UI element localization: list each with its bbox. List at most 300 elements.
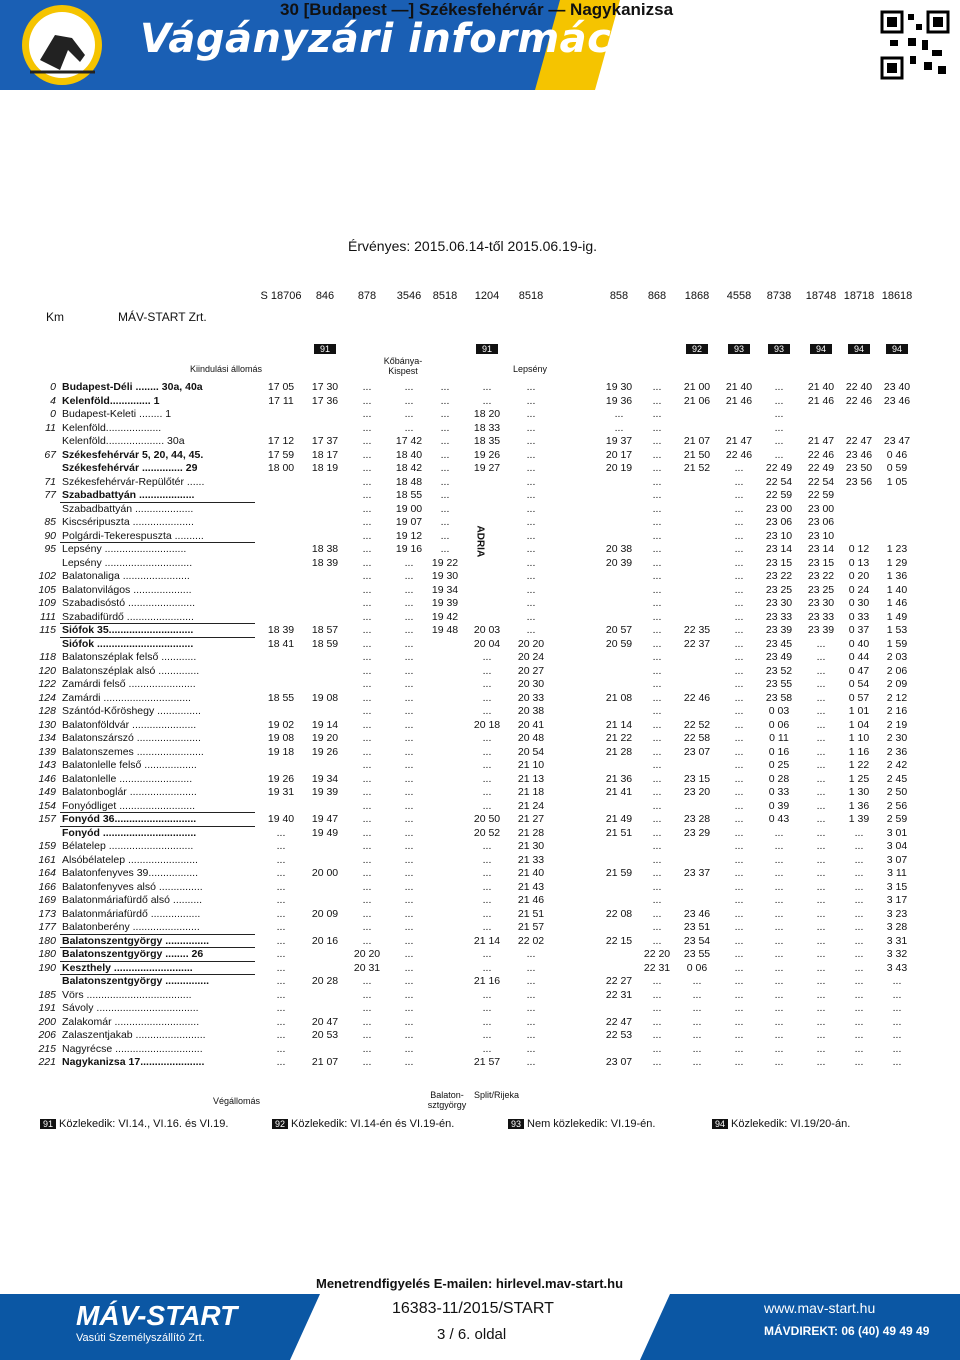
- time-cell: ...: [816, 732, 826, 744]
- time-cell: 3 11: [887, 867, 907, 879]
- time-cell: ...: [734, 1029, 744, 1041]
- time-cell: ...: [404, 664, 414, 677]
- time-cell: ...: [482, 394, 492, 407]
- time-cell: ...: [404, 921, 414, 933]
- time-cell: 3 01: [886, 826, 908, 839]
- time-cell: 0 47: [848, 664, 870, 677]
- station-name: Nagykanizsa 17......................: [62, 1056, 205, 1068]
- station-name: Fonyódliget ..........................: [62, 799, 196, 812]
- time-cell: ...: [404, 853, 414, 866]
- time-cell: ...: [816, 813, 826, 825]
- km-value: 173: [38, 907, 56, 920]
- time-cell: ...: [774, 826, 784, 839]
- time-cell: 20 20: [517, 637, 545, 650]
- table-row: [0, 1002, 960, 1014]
- time-cell: ...: [774, 1029, 784, 1041]
- time-cell: ...: [404, 637, 414, 650]
- time-cell: ...: [404, 1056, 414, 1068]
- footnote-94: 94 Közlekedik: VI.19/20-án.: [712, 1118, 850, 1130]
- time-cell: ...: [652, 867, 662, 879]
- time-cell: ...: [734, 799, 744, 812]
- time-cell: 20 19: [605, 462, 633, 474]
- km-value: 177: [38, 921, 56, 933]
- km-value: 139: [38, 745, 56, 758]
- station-name: Kelenföld.................... 30a: [62, 435, 185, 447]
- table-row: [0, 746, 960, 758]
- kobanya-note: Kőbánya-Kispest: [383, 356, 423, 376]
- time-cell: ...: [362, 853, 372, 866]
- time-cell: ...: [482, 880, 492, 893]
- station-name: Balatonaliga .......................: [62, 570, 190, 582]
- km-value: 124: [38, 691, 56, 704]
- km-value: 11: [45, 421, 56, 434]
- time-cell: 23 39: [765, 624, 793, 636]
- time-cell: 22 35: [683, 624, 711, 636]
- time-cell: 1 25: [848, 772, 870, 785]
- time-cell: ...: [652, 570, 662, 582]
- time-cell: 19 30: [605, 381, 633, 393]
- time-cell: 20 33: [517, 691, 545, 704]
- time-cell: ...: [482, 921, 492, 933]
- time-cell: ...: [774, 1056, 784, 1068]
- table-row: [0, 935, 960, 947]
- time-cell: 23 14: [807, 543, 835, 555]
- time-cell: ...: [440, 381, 450, 393]
- table-row: [0, 732, 960, 744]
- time-cell: ...: [854, 894, 864, 906]
- time-cell: ...: [362, 435, 372, 447]
- time-cell: 1 16: [848, 745, 870, 758]
- km-value: 71: [44, 475, 56, 488]
- time-cell: ...: [652, 1015, 662, 1028]
- time-cell: ...: [774, 880, 784, 893]
- time-cell: 22 54: [807, 475, 835, 488]
- time-cell: ...: [816, 975, 826, 987]
- time-cell: 18 35: [473, 435, 501, 447]
- time-cell: 1 22: [848, 759, 870, 771]
- time-cell: 19 22: [431, 556, 459, 569]
- table-row: [0, 462, 960, 474]
- time-cell: 2 36: [886, 745, 908, 758]
- document-code: 16383-11/2015/START: [392, 1300, 554, 1317]
- table-row: [0, 813, 960, 825]
- time-cell: ...: [734, 826, 744, 839]
- departure-station-label: Kiindulási állomás: [190, 364, 263, 374]
- time-cell: ...: [362, 475, 372, 488]
- time-cell: 18 39: [267, 624, 295, 636]
- time-cell: 21 57: [517, 921, 545, 933]
- time-cell: 0 54: [848, 678, 870, 690]
- time-cell: ...: [276, 934, 286, 947]
- table-row: [0, 1043, 960, 1055]
- time-cell: ...: [440, 529, 450, 542]
- train-number: 8518: [518, 290, 544, 302]
- time-cell: 2 16: [886, 705, 908, 717]
- station-name: Vörs ....................................: [62, 988, 192, 1001]
- table-row: [0, 597, 960, 609]
- time-cell: ...: [854, 975, 864, 987]
- train-number: 846: [315, 290, 335, 302]
- time-cell: ...: [816, 934, 826, 947]
- qr-code: [880, 10, 950, 80]
- time-cell: ...: [404, 745, 414, 758]
- time-cell: ...: [652, 826, 662, 839]
- time-cell: ...: [404, 813, 414, 825]
- train-number: 868: [647, 290, 667, 302]
- time-cell: ...: [404, 732, 414, 744]
- km-value: 161: [38, 853, 56, 866]
- time-cell: ...: [692, 1042, 702, 1055]
- time-cell: ...: [734, 597, 744, 609]
- time-cell: 2 50: [886, 786, 908, 798]
- time-cell: 23 07: [605, 1056, 633, 1068]
- time-cell: ...: [362, 745, 372, 758]
- time-cell: ...: [276, 975, 286, 987]
- time-cell: ...: [362, 1002, 372, 1014]
- time-cell: ...: [440, 475, 450, 488]
- time-cell: 2 56: [886, 799, 908, 812]
- time-cell: ...: [652, 624, 662, 636]
- time-cell: 22 47: [605, 1015, 633, 1028]
- time-cell: ...: [362, 570, 372, 582]
- mavdirekt-phone: MÁVDIREKT: 06 (40) 49 49 49: [764, 1324, 930, 1338]
- time-cell: 17 37: [311, 435, 339, 447]
- time-cell: 23 30: [807, 597, 835, 609]
- time-cell: ...: [362, 907, 372, 920]
- time-cell: ...: [652, 678, 662, 690]
- row-separator: [60, 637, 255, 638]
- km-value: 169: [38, 894, 56, 906]
- time-cell: ...: [276, 853, 286, 866]
- time-cell: ...: [816, 745, 826, 758]
- time-cell: ...: [440, 435, 450, 447]
- time-cell: ...: [440, 421, 450, 434]
- time-cell: 18 55: [267, 691, 295, 704]
- station-name: Balatonszéplak alsó ..............: [62, 664, 200, 677]
- station-name: Kelenföld.............. 1: [62, 394, 160, 407]
- time-cell: ...: [276, 894, 286, 906]
- time-cell: 18 41: [267, 637, 295, 650]
- station-name: Zamárdi ..............................: [62, 691, 191, 704]
- train-footnote-mark: 91: [314, 344, 336, 354]
- time-cell: ...: [404, 880, 414, 893]
- time-cell: ...: [734, 502, 744, 515]
- time-cell: ...: [526, 529, 536, 542]
- time-cell: ...: [854, 1029, 864, 1041]
- time-cell: 23 10: [807, 529, 835, 542]
- time-cell: ...: [362, 556, 372, 569]
- time-cell: 22 53: [605, 1029, 633, 1041]
- station-name: Szabadbattyán ....................: [62, 502, 194, 515]
- time-cell: 23 30: [765, 597, 793, 609]
- time-cell: ...: [652, 394, 662, 407]
- time-cell: 22 47: [845, 435, 873, 447]
- time-cell: 23 28: [683, 813, 711, 825]
- time-cell: 18 57: [311, 624, 339, 636]
- km-value: 118: [39, 651, 56, 663]
- time-cell: 23 55: [765, 678, 793, 690]
- km-value: 164: [38, 867, 56, 879]
- row-separator: [60, 812, 255, 813]
- station-name: Szabadisóstó .......................: [62, 597, 196, 609]
- time-cell: 21 28: [517, 826, 545, 839]
- time-cell: ...: [526, 1056, 536, 1068]
- row-separator: [60, 947, 255, 948]
- time-cell: ...: [774, 840, 784, 852]
- time-cell: ...: [276, 867, 286, 879]
- train-number: 4558: [726, 290, 752, 302]
- time-cell: ...: [734, 556, 744, 569]
- time-cell: 23 56: [845, 475, 873, 488]
- table-row: [0, 1016, 960, 1028]
- lepseny-note: Lepsény: [512, 364, 548, 374]
- time-cell: ...: [404, 381, 414, 393]
- station-name: Balatonszárszó ......................: [62, 732, 201, 744]
- time-cell: 2 59: [886, 813, 908, 825]
- time-cell: ...: [526, 1029, 536, 1041]
- time-cell: ...: [362, 678, 372, 690]
- time-cell: ...: [734, 610, 744, 623]
- time-cell: 20 28: [311, 975, 339, 987]
- time-cell: ...: [892, 1015, 902, 1028]
- time-cell: ...: [854, 907, 864, 920]
- time-cell: ...: [276, 907, 286, 920]
- time-cell: ...: [362, 421, 372, 434]
- time-cell: ...: [774, 1015, 784, 1028]
- time-cell: ...: [404, 894, 414, 906]
- time-cell: ...: [440, 502, 450, 515]
- time-cell: ...: [614, 408, 624, 420]
- time-cell: 17 12: [267, 435, 295, 447]
- time-cell: 23 15: [765, 556, 793, 569]
- time-cell: ...: [652, 475, 662, 488]
- time-cell: ...: [482, 894, 492, 906]
- time-cell: 22 49: [807, 462, 835, 474]
- time-cell: ...: [276, 1056, 286, 1068]
- station-name: Balatonberény .......................: [62, 921, 200, 933]
- time-cell: ...: [652, 408, 662, 420]
- time-cell: ...: [734, 786, 744, 798]
- time-cell: ...: [816, 988, 826, 1001]
- time-cell: ...: [526, 462, 536, 474]
- time-cell: 0 43: [768, 813, 790, 825]
- time-cell: ...: [526, 597, 536, 609]
- time-cell: ...: [892, 975, 902, 987]
- time-cell: ...: [526, 502, 536, 515]
- time-cell: ...: [362, 691, 372, 704]
- km-value: 180: [38, 934, 56, 947]
- time-cell: 3 43: [886, 961, 908, 974]
- table-row: [0, 584, 960, 596]
- time-cell: ...: [526, 408, 536, 420]
- time-cell: 17 36: [311, 394, 339, 407]
- time-cell: ...: [816, 705, 826, 717]
- km-value: 190: [38, 961, 56, 974]
- time-cell: ...: [854, 867, 864, 879]
- time-cell: ...: [774, 394, 784, 407]
- time-cell: 19 12: [395, 529, 423, 542]
- time-cell: 21 47: [807, 435, 835, 447]
- time-cell: ...: [404, 772, 414, 785]
- time-cell: ...: [276, 1042, 286, 1055]
- km-value: 146: [38, 772, 56, 785]
- time-cell: 21 46: [517, 894, 545, 906]
- time-cell: 23 20: [683, 786, 711, 798]
- time-cell: 23 06: [765, 516, 793, 528]
- time-cell: 20 16: [311, 934, 339, 947]
- time-cell: 21 59: [605, 867, 633, 879]
- time-cell: ...: [652, 529, 662, 542]
- time-cell: 21 07: [683, 435, 711, 447]
- time-cell: 0 03: [768, 705, 790, 717]
- website-link[interactable]: www.mav-start.hu: [764, 1300, 876, 1316]
- time-cell: ...: [440, 448, 450, 461]
- time-cell: 19 18: [267, 745, 295, 758]
- time-cell: ...: [734, 759, 744, 771]
- page-number: 3 / 6. oldal: [437, 1326, 507, 1343]
- train-footnote-mark: 93: [768, 344, 790, 354]
- time-cell: 18 38: [311, 543, 339, 555]
- time-cell: 3 17: [886, 894, 908, 906]
- footnote-93: 93 Nem közlekedik: VI.19-én.: [508, 1118, 655, 1130]
- km-value: 154: [38, 799, 56, 812]
- banner-title: Vágányzári információ: [140, 16, 654, 62]
- time-cell: ...: [734, 678, 744, 690]
- time-cell: 21 57: [473, 1056, 501, 1068]
- time-cell: ...: [362, 988, 372, 1001]
- time-cell: 3 32: [886, 948, 908, 960]
- time-cell: ...: [774, 948, 784, 960]
- time-cell: 21 41: [605, 786, 633, 798]
- row-separator: [60, 826, 255, 827]
- time-cell: ...: [482, 840, 492, 852]
- time-cell: ...: [734, 529, 744, 542]
- time-cell: ...: [892, 1029, 902, 1041]
- time-cell: 19 08: [311, 691, 339, 704]
- km-value: 166: [38, 880, 56, 893]
- station-name: Székesfehérvár .............. 29: [62, 462, 198, 474]
- time-cell: ...: [404, 570, 414, 582]
- time-cell: ...: [404, 948, 414, 960]
- time-cell: ...: [816, 961, 826, 974]
- station-name: Balatonfenyves 39.................: [62, 867, 198, 879]
- table-row: [0, 692, 960, 704]
- time-cell: 23 54: [683, 934, 711, 947]
- time-cell: 23 22: [765, 570, 793, 582]
- time-cell: ...: [482, 786, 492, 798]
- time-cell: ...: [734, 1015, 744, 1028]
- time-cell: 23 00: [807, 502, 835, 515]
- time-cell: ...: [734, 961, 744, 974]
- time-cell: ...: [482, 691, 492, 704]
- train-footnote-mark: 91: [476, 344, 498, 354]
- time-cell: ...: [692, 1015, 702, 1028]
- time-cell: ...: [734, 1042, 744, 1055]
- time-cell: ...: [734, 1002, 744, 1014]
- time-cell: 19 48: [431, 624, 459, 636]
- time-cell: 21 40: [517, 867, 545, 879]
- row-separator: [60, 502, 255, 503]
- table-row: [0, 908, 960, 920]
- time-cell: ...: [404, 583, 414, 596]
- time-cell: ...: [404, 961, 414, 974]
- time-cell: ...: [734, 745, 744, 758]
- km-value: 122: [38, 678, 56, 690]
- km-label: Km: [46, 310, 64, 324]
- time-cell: 21 52: [683, 462, 711, 474]
- time-cell: 21 51: [605, 826, 633, 839]
- time-cell: ...: [404, 759, 414, 771]
- station-name: Balatonszemes .......................: [62, 745, 204, 758]
- train-footnote-mark: 92: [686, 344, 708, 354]
- time-cell: 0 06: [768, 718, 790, 731]
- time-cell: 23 07: [683, 745, 711, 758]
- train-footnote-mark: 94: [848, 344, 870, 354]
- time-cell: ...: [526, 421, 536, 434]
- time-cell: 20 17: [605, 448, 633, 461]
- table-row: [0, 638, 960, 650]
- time-cell: ...: [734, 583, 744, 596]
- logo-subtitle: Vasúti Személyszállító Zrt.: [76, 1332, 205, 1344]
- time-cell: ...: [652, 732, 662, 744]
- time-cell: 21 43: [517, 880, 545, 893]
- time-cell: 17 05: [267, 381, 295, 393]
- time-cell: ...: [404, 907, 414, 920]
- time-cell: ...: [362, 394, 372, 407]
- time-cell: ...: [526, 448, 536, 461]
- km-value: 111: [40, 610, 56, 623]
- time-cell: ...: [816, 880, 826, 893]
- time-cell: ...: [652, 421, 662, 434]
- time-cell: 0 33: [768, 786, 790, 798]
- time-cell: ...: [276, 961, 286, 974]
- time-cell: 19 14: [311, 718, 339, 731]
- time-cell: 0 59: [886, 462, 908, 474]
- train-number: 878: [357, 290, 377, 302]
- station-name: Alsóbélatelep ........................: [62, 853, 198, 866]
- time-cell: 23 29: [683, 826, 711, 839]
- time-cell: ...: [482, 1029, 492, 1041]
- station-name: Szabadifürdő .......................: [62, 610, 194, 623]
- time-cell: 3 04: [886, 840, 908, 852]
- time-cell: 23 58: [765, 691, 793, 704]
- time-cell: ...: [734, 624, 744, 636]
- time-cell: 0 13: [848, 556, 870, 569]
- train-number: 1868: [684, 290, 710, 302]
- time-cell: 2 06: [886, 664, 908, 677]
- time-cell: ...: [652, 637, 662, 650]
- time-cell: 20 50: [473, 813, 501, 825]
- time-cell: ...: [816, 1002, 826, 1014]
- train-footnote-mark: 94: [886, 344, 908, 354]
- time-cell: ...: [482, 772, 492, 785]
- time-cell: ...: [276, 1015, 286, 1028]
- time-cell: ...: [652, 894, 662, 906]
- time-cell: 17 11: [268, 394, 294, 407]
- time-cell: ...: [652, 853, 662, 866]
- station-name: Kelenföld...................: [62, 421, 162, 434]
- time-cell: 23 45: [765, 637, 793, 650]
- station-name: Balatonszentgyörgy ........ 26: [62, 948, 204, 960]
- time-cell: ...: [482, 1002, 492, 1014]
- time-cell: 21 10: [517, 759, 545, 771]
- time-cell: ...: [404, 597, 414, 609]
- time-cell: ...: [362, 583, 372, 596]
- time-cell: ...: [362, 610, 372, 623]
- train-number: 18618: [881, 290, 913, 302]
- time-cell: ...: [404, 1002, 414, 1014]
- time-cell: 20 00: [311, 867, 339, 879]
